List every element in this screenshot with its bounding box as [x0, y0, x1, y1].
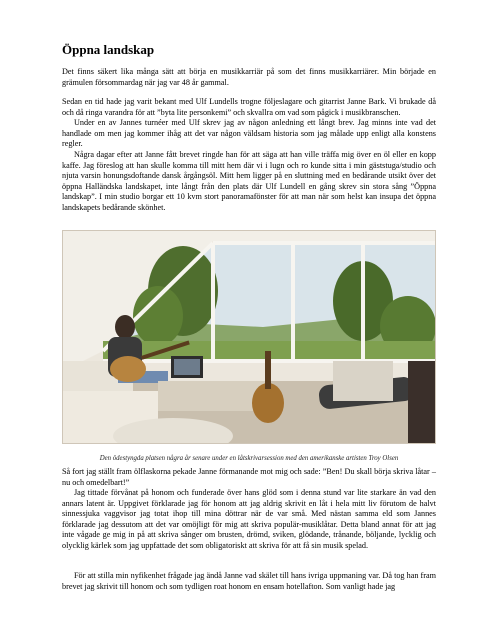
paragraph-6: Jag tittade förvånat på honom och funderade över hans glöd som i denna stund var lite starkare än vad den annars latent är. Uppgivet förklarade jag för honom att jag aldrig skrivit en låt i hela mitt liv förutom de halvt sinnessjuka vaggvisor jag totat ihop till mina döttrar när de var små. Med nästan samma eld som Jannes förklarade jag dessutom att det var omöjligt för mig att skriva populär-musiklåtar. Detta bland annat för att jag inte vågade ge mig in på att skriva sånger om brusten, drömd, sviken, glödande, trånande, böljande, lycklig och olycklig kärlek som jag uppfattade det som obligatoriskt att skriva för att få sin musik spelad.: [62, 488, 436, 550]
paragraph-7: För att stilla min nyfikenhet frågade jag ändå Janne vad skälet till hans ivriga uppmaning var. Då tog han fram brevet jag skrivit till honom och som tydligen roat honom en ensam hotellafton. Som vanligt hade jag: [62, 571, 436, 591]
paragraph-2: Sedan en tid hade jag varit bekant med Ulf Lundells trogne följeslagare och gitarrist Janne Bark. Vi brukade då och då ringa varandra för att ”byta lite personkemi” och skvallra om vad som pågick i musikbranschen.: [62, 97, 436, 117]
studio-photo: [62, 230, 436, 444]
paragraph-4: Några dagar efter att Janne fått brevet ringde han för att säga att han ville träffa mig över en öl eller en kopp kaffe. Jag föreslog att han skulle komma till mitt hem där vi i lugn och ro kunde sitta i min gäststuga/studio och njuta varsin honungsdoftande dansk årgångsöl. Mitt hem ligger på en sluttning med en bedårande utsikt över det öppna Halländska landskapet, inte långt från den plats där Ulf Lundell en gång skrev sin stora sång ”Öppna landskap”. I min studio borgar ett 10 kvm stort panoramafönster för att man när som helst kan insupa det öppna landskapets bedårande skönhet.: [62, 150, 436, 212]
article-title: Öppna landskap: [62, 42, 155, 57]
paragraph-5: Så fort jag ställt fram ölflaskorna pekade Janne förmanande mot mig och sade: ”Ben! Du skall börja skriva låtar – nu och omedelbart!”: [62, 467, 436, 487]
photo-caption: Den ödestyngda platsen några år senare under en låtskrivarsession med den amerikanske artisten Troy Olsen: [99, 455, 399, 462]
studio-photo-drawing: [63, 231, 436, 444]
paragraph-3: Under en av Jannes turnéer med Ulf skrev jag av någon anledning ett långt brev. Jag minns inte vad det handlade om men jag kommer ihåg att det var någon väldsam historia som jag målade upp enligt alla konstens regler.: [62, 118, 436, 149]
paragraph-1: Det finns säkert lika många sätt att börja en musikkarriär på som det finns musikkarriärer. Min började en grämulen försommardag när jag var 48 år gammal.: [62, 67, 436, 87]
